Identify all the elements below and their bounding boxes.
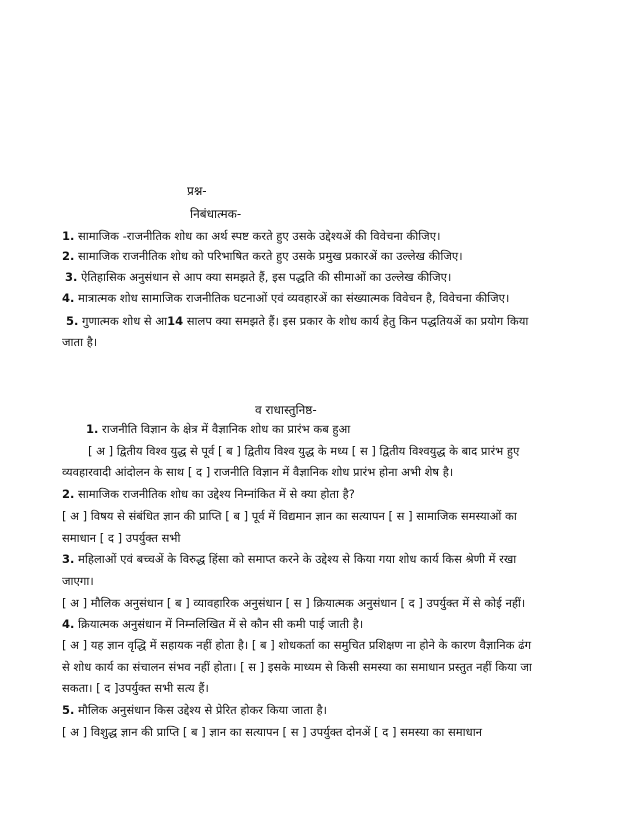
mcq-4-options-line-2: से शोध कार्य का संचालन संभव नहीं होता। [ स ] इसके माध्यम से किसी समस्या का समाधान प्रस्तुत नहीं किया जा — [62, 660, 532, 674]
mcq-question-4 — [62, 616, 363, 632]
question-number: 2. — [62, 249, 75, 263]
mcq-1-options-line-2: व्यवहारवादी आंदोलन के साथ [ द ] राजनीति विज्ञान में वैज्ञानिक शोध प्रारंभ होना अभी शेष है। — [62, 465, 454, 479]
question-text: क्रियात्मक अनुसंधान में निम्नलिखित में से कौन सी कमी पाई जाती है। — [78, 617, 364, 631]
question-number: 4. — [62, 617, 75, 631]
question-text: सामाजिक राजनीतिक शोध का उद्देश्य निम्नांकित में से क्या होता है? — [78, 487, 355, 501]
mcq-4-options-line-3: सकता। [ द ]उपर्युक्त सभी सत्य हैं। — [62, 681, 209, 695]
question-text: मात्रात्मक शोध सामाजिक राजनीतिक घटनाओं एवं व्यवहारअें का संख्यात्मक विवेचन है, विवेचना कीजिए। — [78, 291, 510, 305]
mcq-question-1 — [86, 421, 350, 437]
question-text-part1: गुणात्मक शोध से आ — [82, 314, 168, 328]
essay-question-1 — [62, 228, 440, 244]
mcq-2-options-line-1: [ अ ] विषय से संबंधित ज्ञान की प्राप्ति [ ब ] पूर्व में विद्यमान ज्ञान का सत्यापन [ स ] सामाजिक समस्याओं का — [62, 509, 517, 523]
mcq-1-options-line-1: [ अ ] द्वितीय विश्व युद्ध से पूर्व [ ब ] द्वितीय विश्व युद्ध के मध्य [ स ] द्वितीय विश्वयुद्ध के बाद प्रारंभ हुए — [88, 444, 520, 458]
essay-question-4 — [62, 290, 509, 306]
essay-question-5-continued: जाता है। — [62, 335, 98, 349]
question-number: 1. — [62, 229, 75, 243]
essay-question-5 — [66, 313, 528, 329]
question-number: 2. — [62, 487, 75, 501]
mcq-question-3-continued: जाएगा। — [62, 574, 94, 588]
question-number: 5. — [66, 314, 79, 328]
question-number: 3. — [62, 552, 75, 566]
question-text: मौलिक अनुसंधान किस उद्देश्य से प्रेरित होकर किया जाता है। — [78, 703, 327, 717]
question-text: राजनीति विज्ञान के क्षेत्र में वैज्ञानिक शोध का प्रारंभ कब हुआ — [102, 422, 351, 436]
mcq-question-2 — [62, 486, 355, 502]
mcq-question-5 — [62, 702, 327, 718]
section-heading-prashna: प्रश्न- — [187, 184, 207, 198]
question-number: 4. — [62, 291, 75, 305]
mcq-5-options-line-1: [ अ ] विशुद्ध ज्ञान की प्राप्ति [ ब ] ज्ञान का सत्यापन [ स ] उपर्युक्त दोनअें [ द ] समस्या का समाधान — [62, 725, 483, 739]
essay-question-3 — [65, 269, 451, 285]
question-text: सामाजिक राजनीतिक शोध को परिभाषित करते हुए उसके प्रमुख प्रकारअें का उल्लेख कीजिए। — [78, 249, 463, 263]
question-number: 1. — [86, 422, 99, 436]
question-text-part2: सालप क्या समझते हैं। इस प्रकार के शोध कार्य हेतु किन पद्धतियअें का प्रयोग किया — [186, 314, 529, 328]
essay-question-2 — [62, 248, 463, 264]
question-text: ऐतिहासिक अनुसंधान से आप क्या समझते हैं, इस पद्धति की सीमाओं का उल्लेख कीजिए। — [81, 270, 452, 284]
question-text: महिलाओं एवं बच्चअें के विरुद्ध हिंसा को समाप्त करने के उद्देश्य से किया गया शोध कार्य किस श्रेणी में रखा — [78, 552, 517, 566]
section-subheading-nibandhatmak: निबंधात्मक- — [190, 207, 242, 221]
mcq-question-3 — [62, 551, 516, 567]
question-number: 3. — [65, 270, 78, 284]
question-text: सामाजिक -राजनीतिक शोध का अर्थ स्पष्ट करते हुए उसके उद्देश्यअें की विवेचना कीजिए। — [78, 229, 441, 243]
mcq-3-options-line-1: [ अ ] मौलिक अनुसंधान [ ब ] व्यावहारिक अनुसंधान [ स ] क्रियात्मक अनुसंधान [ द ] उपर्युक्त में से कोई नहीं। — [62, 596, 526, 610]
section-heading-objective: व राधास्तुनिष्ठ- — [255, 403, 317, 417]
question-bold-number: 14 — [167, 314, 184, 328]
mcq-4-options-line-1: [ अ ] यह ज्ञान वृद्धि में सहायक नहीं होता है। [ ब ] शोधकर्ता का समुचित प्रशिक्षण ना होने के कारण वैज्ञानिक ढंग — [62, 638, 532, 652]
question-number: 5. — [62, 703, 75, 717]
mcq-2-options-line-2: समाधान [ द ] उपर्युक्त सभी — [62, 531, 181, 545]
